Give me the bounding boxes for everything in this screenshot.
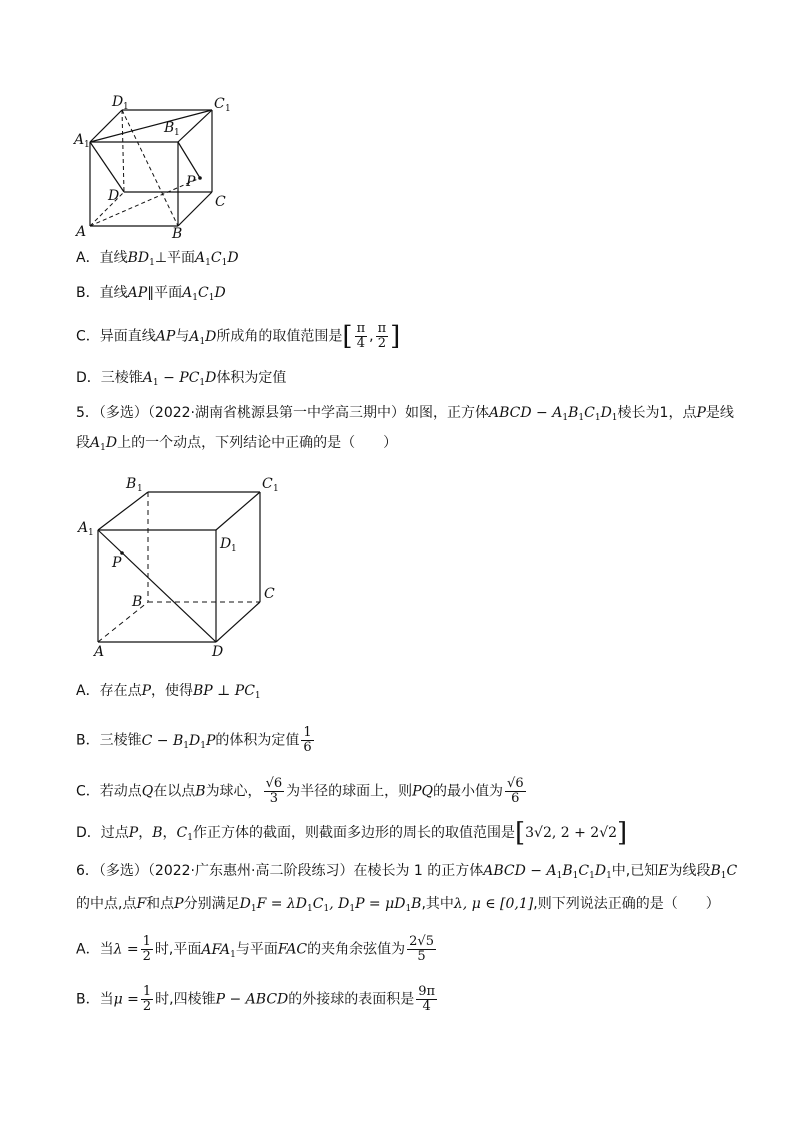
label-B1: B: [164, 120, 175, 136]
q5-option-a: A．存在点P，使得BP ⊥ $PC_1$: [76, 683, 261, 701]
svg-text:1: 1: [84, 140, 90, 150]
q5-stem-line2: 段$A_1D$上的一个动点，下列结论中正确的是（ ）: [76, 435, 398, 453]
label-D: D: [108, 188, 120, 204]
svg-text:1: 1: [123, 102, 129, 112]
svg-text:1: 1: [137, 484, 143, 494]
label-A-q5: A: [94, 644, 105, 660]
label-C1-q5: C: [262, 476, 273, 492]
q6-stem-line1: 6．（多选）（2022·广东惠州·高二阶段练习）在棱长为 1 的正方体ABCD − $A_1B_1C_1D_1$中,已知E为线段$B_1C$: [76, 863, 738, 881]
label-A1: A: [74, 132, 85, 148]
label-D-q5: D: [212, 644, 224, 660]
q5-option-c: C．若动点Q在以点B为球心， $\frac{√6}{3}$ 为半径的球面上，则PQ的最小值为 $\frac{√6}{6}$: [76, 776, 524, 806]
label-A: A: [76, 224, 87, 240]
label-P: P: [186, 174, 196, 190]
label-C1: C: [214, 96, 225, 112]
cube-figure-q5: [70, 470, 290, 660]
q5-option-d: D．过点P，B，$C_1$作正方体的截面，则截面多边形的周长的取值范围是[3√2, 2 + 2√2]: [76, 818, 628, 848]
label-B-q5: B: [132, 594, 143, 610]
q6-option-b: B．当μ = $\frac{1}{2}$ 时,四棱锥P − ABCD的外接球的表面积是 $\frac{9\pi}{4}$: [76, 984, 436, 1014]
cube-figure-q4: [70, 90, 240, 240]
q5-option-b: B．三棱锥$C - B_1D_1P$的体积为定值 $\frac{1}{6}$: [76, 725, 312, 755]
label-B: B: [172, 226, 183, 240]
label-B1-q5: B: [126, 476, 137, 492]
svg-text:1: 1: [273, 484, 279, 494]
q4-option-a: A．直线$BD_1\perp$平面$A_1C_1D$: [76, 250, 239, 268]
label-C-q5: C: [264, 586, 275, 602]
svg-text:1: 1: [231, 544, 237, 554]
svg-text:1: 1: [174, 128, 180, 138]
label-D1: D: [112, 94, 124, 110]
q4-option-b: B．直线AP∥平面$A_1C_1D$: [76, 285, 226, 303]
label-D1-q5: D: [220, 536, 232, 552]
q5-stem-line1: 5．（多选）（2022·湖南省桃源县第一中学高三期中）如图，正方体ABCD − $A_1B_1C_1D_1$棱长为1，点P是线: [76, 405, 734, 423]
label-A1-q5: A: [78, 520, 89, 536]
q4-option-c: C．异面直线AP与$A_1D$所成角的取值范围是[ $\frac{\pi}{4}$ , $\frac{\pi}{2}$ ]: [76, 321, 401, 352]
svg-text:1: 1: [225, 104, 231, 114]
label-C: C: [215, 194, 226, 210]
q6-option-a: A．当λ = $\frac{1}{2}$ 时,平面$AFA_1$与平面FAC的夹角余弦值为 $\frac{2√5}{5}$: [76, 934, 434, 964]
svg-text:1: 1: [88, 528, 94, 538]
label-P-q5: P: [112, 555, 122, 571]
q6-stem-line2: 的中点,点F和点P分别满足$D_1F = \lambda D_1C_1$, $D_1P = \mu D_1B$,其中λ, μ ∈ [0,1],则下列说法正确的是（ ）: [76, 896, 720, 914]
q4-option-d: D．三棱锥$A_1 - PC_1D$体积为定值: [76, 370, 287, 388]
